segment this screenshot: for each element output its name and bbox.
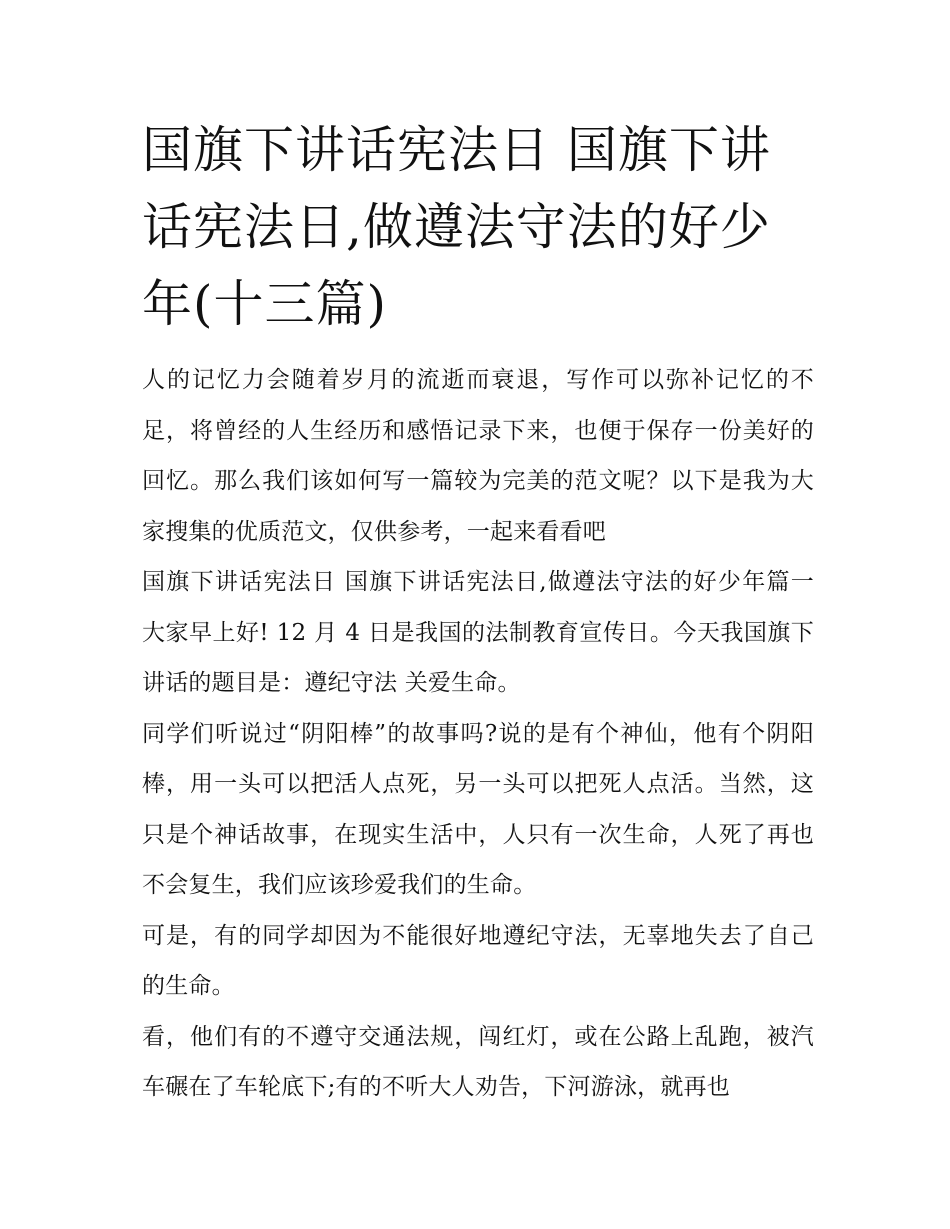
paragraph-examples: 看，他们有的不遵守交通法规，闯红灯，或在公路上乱跑，被汽车碾在了车轮底下;有的不听大人劝告，下河游泳，就再也	[142, 1023, 814, 1100]
paragraph-section-one: 国旗下讲话宪法日 国旗下讲话宪法日,做遵法守法的好少年篇一 大家早上好! 12 月 4 日是我国的法制教育宣传日。今天我国旗下讲话的题目是：遵纪守法 关爱生命。	[142, 569, 814, 696]
document-body	[142, 355, 814, 1113]
paragraph-story: 同学们听说过“阴阳棒”的故事吗?说的是有个神仙，他有个阴阳棒，用一头可以把活人点死，另一头可以把死人点活。当然，这只是个神话故事，在现实生活中，人只有一次生命，人死了再也不会复生，我们应该珍爱我们的生命。	[142, 720, 814, 898]
paragraph-warning: 可是，有的同学却因为不能很好地遵纪守法，无辜地失去了自己的生命。	[142, 922, 814, 999]
document-title: 国旗下讲话宪法日 国旗下讲话宪法日,做遵法守法的好少年(十三篇)	[142, 121, 771, 333]
document-page	[142, 112, 814, 1113]
paragraph-intro: 人的记忆力会随着岁月的流逝而衰退，写作可以弥补记忆的不足，将曾经的人生经历和感悟记录下来，也便于保存一份美好的回忆。那么我们该如何写一篇较为完美的范文呢？以下是我为大家搜集的优质范文，仅供参考，一起来看看吧	[142, 367, 814, 545]
